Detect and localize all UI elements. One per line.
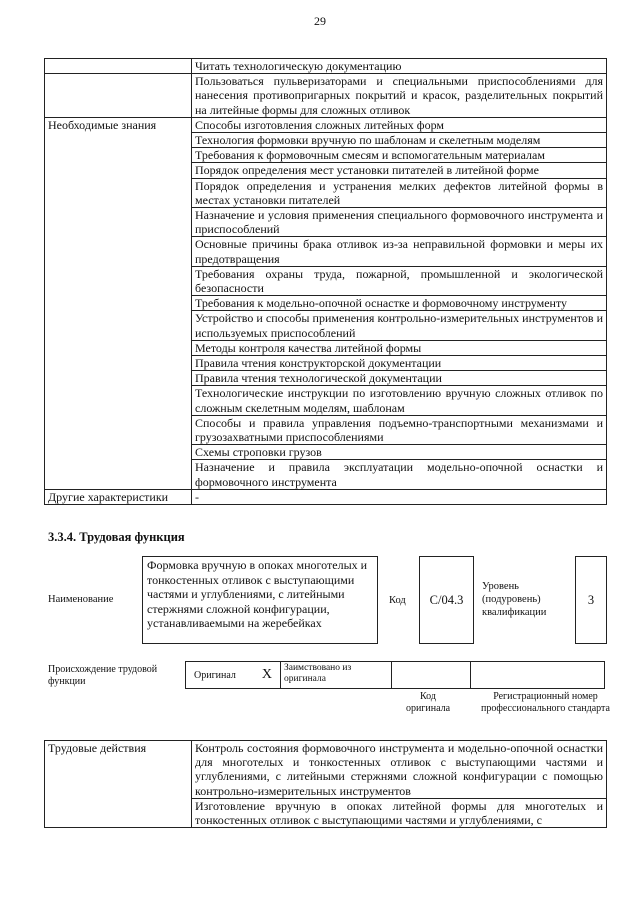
knowledge-cell: Устройство и способы применения контрольно-измерительных инструментов и используемых приспособлений (192, 311, 607, 340)
knowledge-label: Необходимые знания (45, 117, 192, 489)
knowledge-cell: Способы и правила управления подъемно-транспортными механизмами и грузозахватными приспособлениями (192, 415, 607, 444)
action-cell: Изготовление вручную в опоках литейной формы для многотелых и тонкостенных отливок с выступающими частями и углублениями, с (192, 798, 607, 827)
knowledge-cell: Способы изготовления сложных литейных форм (192, 117, 607, 132)
function-name-box: Формовка вручную в опоках многотелых и тонкостенных отливок с выступающими частями и углублениями, с литейными стержнями сложной конфигурации, устанавливаемыми на жеребейках (142, 556, 378, 644)
qualification-level-box: 3 (575, 556, 607, 644)
knowledge-table (44, 58, 607, 505)
actions-table (44, 740, 607, 828)
origin-code-cell (391, 661, 471, 689)
action-cell: Контроль состояния формовочного инструмента и модельно-опочной оснастки для многотелых и тонкостенных отливок с выступающими частями и углублениями, с литейными стержнями сложной конфигурации с помощью контрольно-измерительных инструментов (192, 741, 607, 799)
table-row (45, 59, 607, 74)
table-row (45, 741, 607, 799)
knowledge-cell: Методы контроля качества литейной формы (192, 340, 607, 355)
other-characteristics-value: - (192, 489, 607, 504)
knowledge-cell: Назначение и условия применения специального формовочного инструмента и приспособлений (192, 208, 607, 237)
page-number: 29 (314, 14, 326, 28)
knowledge-cell: Требования к формовочным смесям и вспомогательным материалам (192, 148, 607, 163)
knowledge-cell: Требования охраны труда, пожарной, промышленной и экологической безопасности (192, 266, 607, 295)
code-label: Код (389, 595, 406, 606)
table-row (45, 74, 607, 118)
knowledge-cell: Правила чтения конструкторской документации (192, 356, 607, 371)
knowledge-cell: Правила чтения технологической документации (192, 371, 607, 386)
skill-cell: Читать технологическую документацию (192, 59, 607, 74)
other-characteristics-label: Другие характеристики (45, 489, 192, 504)
knowledge-cell: Схемы строповки грузов (192, 445, 607, 460)
empty-label-cell (45, 59, 192, 74)
origin-borrowed-cell: Заимствовано из оригинала (280, 661, 392, 689)
knowledge-cell: Порядок определения мест установки питателей в литейной форме (192, 163, 607, 178)
function-code-box: С/04.3 (419, 556, 474, 644)
name-label: Наименование (48, 594, 114, 605)
origin-row (186, 661, 605, 689)
skill-cell: Пользоваться пульверизаторами и специальными приспособлениями для нанесения противопригарных покрытий и красок, разделительных покрытий на литейные формы для сложных отливок (192, 74, 607, 118)
origin-registration-cell (470, 661, 605, 689)
knowledge-cell: Технологические инструкции по изготовлению вручную сложных отливок по сложным скелетным моделям, шаблонам (192, 386, 607, 415)
knowledge-cell: Порядок определения и устранения мелких дефектов литейной формы в местах установки питателей (192, 178, 607, 207)
actions-label: Трудовые действия (45, 741, 192, 828)
original-label: Оригинал (194, 669, 236, 681)
empty-label-cell (45, 74, 192, 118)
knowledge-cell: Назначение и правила эксплуатации модельно-опочной оснастки и формовочного инструмента (192, 460, 607, 489)
origin-label: Происхождение трудовой функции (48, 664, 158, 687)
origin-original-cell (185, 661, 281, 689)
knowledge-cell: Требования к модельно-опочной оснастке и формовочному инструменту (192, 296, 607, 311)
registration-number-caption: Регистрационный номер профессионального стандарта (481, 691, 610, 714)
table-row (45, 489, 607, 504)
section-title: 3.3.4. Трудовая функция (48, 530, 185, 544)
table-row (45, 117, 607, 132)
original-mark: X (261, 667, 272, 682)
knowledge-cell: Основные причины брака отливок из-за неправильной формовки и меры их предотвращения (192, 237, 607, 266)
knowledge-cell: Технология формовки вручную по шаблонам и скелетным моделям (192, 133, 607, 148)
origin-code-caption: Код оригинала (405, 691, 451, 714)
qualification-level-label: Уровень (подуровень) квалификации (482, 581, 547, 618)
